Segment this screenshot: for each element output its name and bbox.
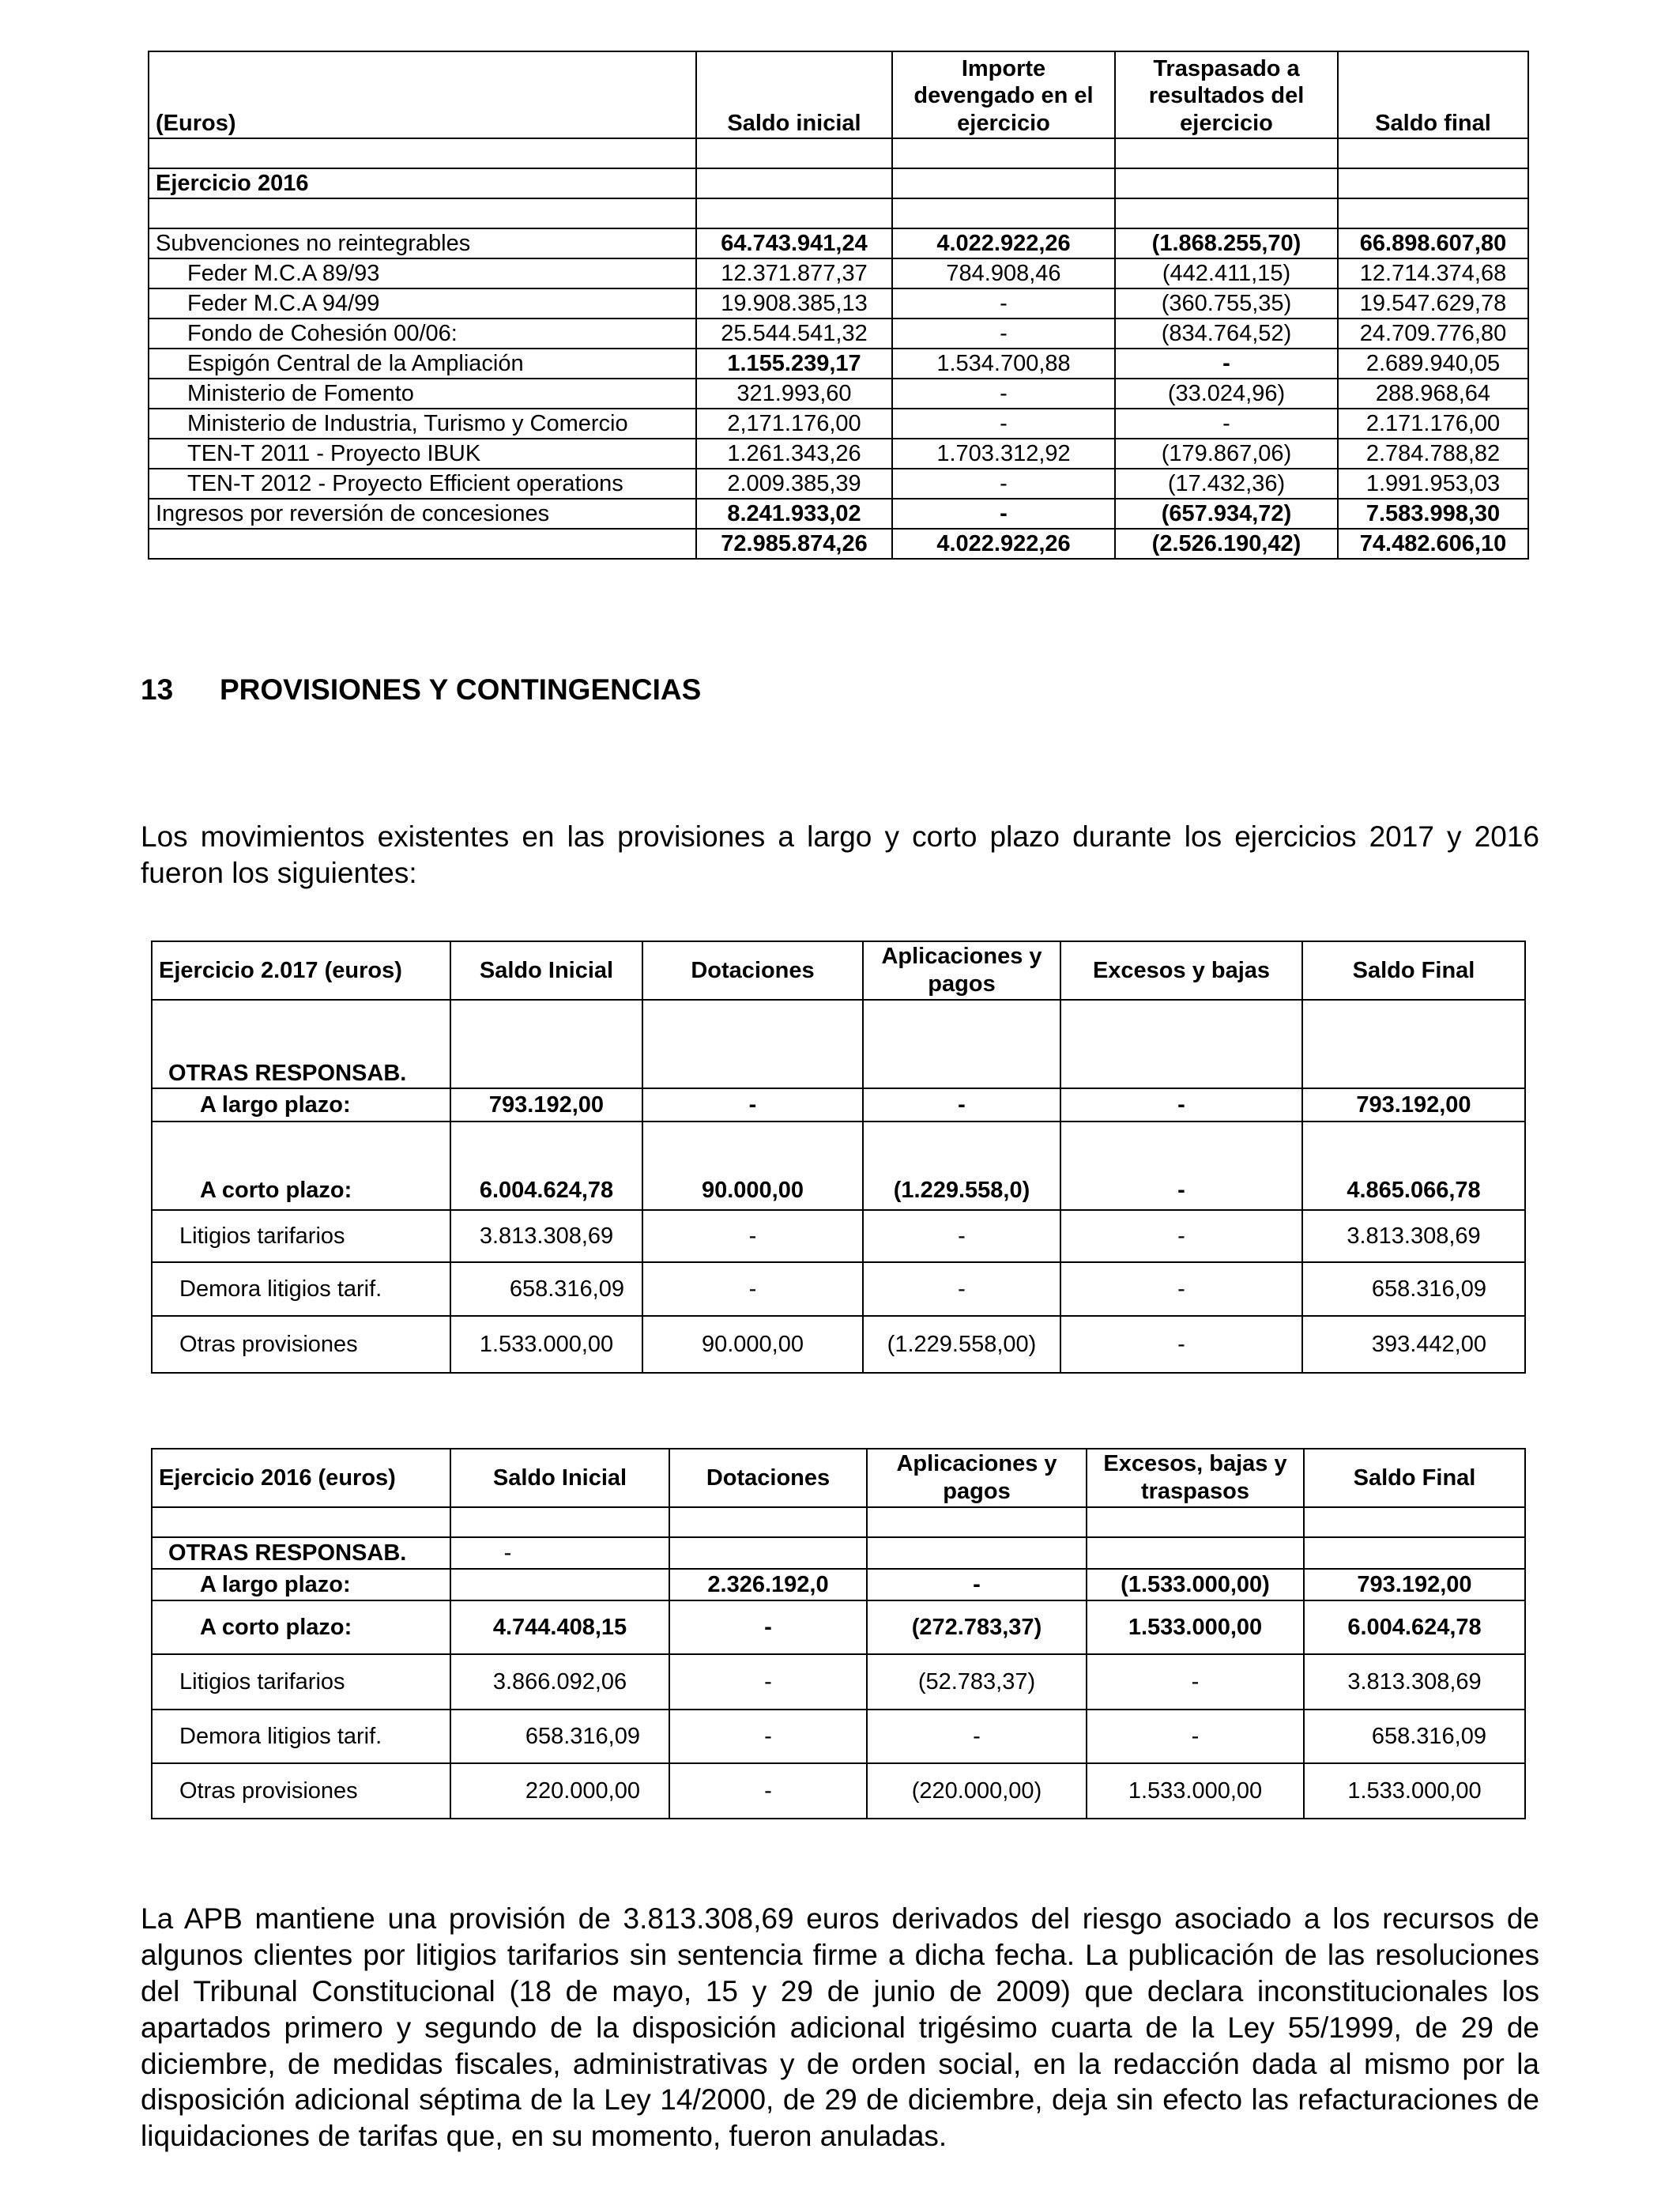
header-cell: Excesos, bajas y traspasos [1087, 1449, 1304, 1507]
table-row [149, 439, 1528, 469]
value-cell: 3.813.308,69 [450, 1210, 642, 1262]
table-row [152, 1763, 1525, 1819]
value-cell: 1.533.000,00 [450, 1316, 642, 1373]
value-cell: 393.442,00 [1302, 1316, 1525, 1373]
row-label: Ingresos por reversión de concesiones [149, 499, 696, 529]
header-cell: Dotaciones [642, 941, 863, 1000]
total-cell: 72.985.874,26 [696, 529, 892, 559]
header-cell: Aplicaciones y pagos [867, 1449, 1087, 1507]
value-cell: - [1060, 1088, 1302, 1122]
value-cell: - [892, 469, 1115, 499]
row-label: A corto plazo: [152, 1600, 450, 1654]
table-header-row [152, 941, 1525, 1000]
value-cell: 2.326.192,0 [669, 1569, 867, 1600]
row-label: Otras provisiones [152, 1316, 450, 1373]
value-cell: 66.898.607,80 [1338, 228, 1528, 258]
header-cell: Saldo inicial [696, 51, 892, 138]
header-cell: Traspasado a resultados del ejercicio [1115, 51, 1338, 138]
section-label: Ejercicio 2016 [149, 168, 696, 198]
value-cell: (17.432,36) [1115, 469, 1338, 499]
table-row [152, 1569, 1525, 1600]
value-cell: (33.024,96) [1115, 379, 1338, 409]
value-cell: - [1060, 1316, 1302, 1373]
section-number: 13 [141, 673, 174, 706]
value-cell: (220.000,00) [867, 1763, 1087, 1819]
row-label [149, 529, 696, 559]
value-cell: - [1115, 349, 1338, 379]
header-cell: Excesos y bajas [1060, 941, 1302, 1000]
total-cell: (2.526.190,42) [1115, 529, 1338, 559]
value-cell: - [892, 319, 1115, 349]
value-cell: (1.533.000,00) [1087, 1569, 1304, 1600]
row-label: Demora litigios tarif. [152, 1262, 450, 1316]
value-cell: 658.316,09 [450, 1262, 642, 1316]
table-row [152, 1507, 1525, 1537]
section-heading [141, 673, 701, 707]
value-cell: - [892, 409, 1115, 439]
value-cell: - [863, 1262, 1060, 1316]
value-cell: 4.022.922,26 [892, 228, 1115, 258]
value-cell: 3.866.092,06 [450, 1654, 669, 1710]
value-cell: - [867, 1569, 1087, 1600]
header-cell: (Euros) [149, 51, 696, 138]
row-label: Litigios tarifarios [152, 1654, 450, 1710]
value-cell: (272.783,37) [867, 1600, 1087, 1654]
value-cell: - [1060, 1262, 1302, 1316]
header-cell: Saldo Inicial [450, 1449, 669, 1507]
value-cell: 1.533.000,00 [1087, 1600, 1304, 1654]
value-cell: - [1115, 409, 1338, 439]
row-label: Ministerio de Fomento [149, 379, 696, 409]
table-row [149, 228, 1528, 258]
value-cell: 12.371.877,37 [696, 258, 892, 288]
header-cell: Saldo final [1338, 51, 1528, 138]
value-cell: 220.000,00 [450, 1763, 669, 1819]
value-cell: 784.908,46 [892, 258, 1115, 288]
value-cell: 2.689.940,05 [1338, 349, 1528, 379]
value-cell: 1.703.312,92 [892, 439, 1115, 469]
value-cell: - [669, 1763, 867, 1819]
value-cell: 19.908.385,13 [696, 288, 892, 319]
table-header-row [152, 1449, 1525, 1507]
table-row [149, 469, 1528, 499]
value-cell: 1.533.000,00 [1304, 1763, 1525, 1819]
value-cell: (657.934,72) [1115, 499, 1338, 529]
value-cell: (1.868.255,70) [1115, 228, 1338, 258]
table-row [152, 1316, 1525, 1373]
value-cell: - [1060, 1210, 1302, 1262]
header-cell: Saldo Final [1302, 941, 1525, 1000]
value-cell: 2.171.176,00 [1338, 409, 1528, 439]
row-label: Demora litigios tarif. [152, 1710, 450, 1763]
value-cell: 7.583.998,30 [1338, 499, 1528, 529]
value-cell: - [642, 1262, 863, 1316]
value-cell: 658.316,09 [1302, 1262, 1525, 1316]
header-cell: Ejercicio 2016 (euros) [152, 1449, 450, 1507]
value-cell: - [642, 1088, 863, 1122]
value-cell: 90.000,00 [642, 1122, 863, 1210]
table-header-row [149, 51, 1528, 138]
header-cell: Aplicaciones y pagos [863, 941, 1060, 1000]
value-cell: 793.192,00 [1302, 1088, 1525, 1122]
closing-paragraph: La APB mantiene una provisión de 3.813.308,69 euros derivados del riesgo asociado a los recursos de algunos clientes por litigios tarifarios sin sentencia firme a dicha fecha. La publicación de las resoluciones del Tribunal Constitucional (18 de mayo, 15 y 29 de junio de 2009) que declara inconstitucionales los apartados primero y segundo de la disposición adicional trigésimo cuarta de la Ley 55/1999, de 29 de diciembre, de medidas fiscales, administrativas y de orden social, en la redacción dada al mismo por la disposición adicional séptima de la Ley 14/2000, de 29 de diciembre, deja sin efecto las refacturaciones de liquidaciones de tarifas que, en su momento, fueron anuladas. [141, 1902, 1539, 2153]
header-cell: Ejercicio 2.017 (euros) [152, 941, 450, 1000]
value-cell: 25.544.541,32 [696, 319, 892, 349]
value-cell: 6.004.624,78 [1304, 1600, 1525, 1654]
table-row [149, 379, 1528, 409]
row-label: Litigios tarifarios [152, 1210, 450, 1262]
header-cell: Saldo Final [1304, 1449, 1525, 1507]
table-row [149, 499, 1528, 529]
value-cell: - [892, 288, 1115, 319]
value-cell: - [642, 1210, 863, 1262]
value-cell: 1.261.343,26 [696, 439, 892, 469]
value-cell: 19.547.629,78 [1338, 288, 1528, 319]
value-cell: - [450, 1537, 669, 1569]
row-label: Espigón Central de la Ampliación [149, 349, 696, 379]
intro-paragraph: Los movimientos existentes en las provisiones a largo y corto plazo durante los ejercicios 2017 y 2016 fueron los siguientes: [141, 820, 1539, 889]
value-cell: 64.743.941,24 [696, 228, 892, 258]
table-row [152, 1262, 1525, 1316]
row-label: Fondo de Cohesión 00/06: [149, 319, 696, 349]
table-row [149, 258, 1528, 288]
row-label: Feder M.C.A 94/99 [149, 288, 696, 319]
table-row [149, 349, 1528, 379]
value-cell: 321.993,60 [696, 379, 892, 409]
value-cell: 793.192,00 [450, 1088, 642, 1122]
value-cell: 658.316,09 [450, 1710, 669, 1763]
value-cell: - [892, 499, 1115, 529]
value-cell: 2,171.176,00 [696, 409, 892, 439]
table-row [152, 1710, 1525, 1763]
value-cell: 1.991.953,03 [1338, 469, 1528, 499]
value-cell: 3.813.308,69 [1302, 1210, 1525, 1262]
row-label: Subvenciones no reintegrables [149, 228, 696, 258]
table-row [152, 1537, 1525, 1569]
section-title: PROVISIONES Y CONTINGENCIAS [220, 673, 702, 706]
value-cell: 24.709.776,80 [1338, 319, 1528, 349]
provisiones-2017-table [151, 941, 1526, 1374]
row-label: Feder M.C.A 89/93 [149, 258, 696, 288]
value-cell: 2.784.788,82 [1338, 439, 1528, 469]
value-cell: (1.229.558,00) [863, 1316, 1060, 1373]
group-label: OTRAS RESPONSAB. [152, 1000, 450, 1088]
value-cell: 3.813.308,69 [1304, 1654, 1525, 1710]
value-cell: 658.316,09 [1304, 1710, 1525, 1763]
table-row [152, 1088, 1525, 1122]
row-label: Otras provisiones [152, 1763, 450, 1819]
table-row [149, 409, 1528, 439]
value-cell: 1.533.000,00 [1087, 1763, 1304, 1819]
value-cell: (1.229.558,0) [863, 1122, 1060, 1210]
value-cell: 90.000,00 [642, 1316, 863, 1373]
value-cell: (52.783,37) [867, 1654, 1087, 1710]
value-cell: - [863, 1210, 1060, 1262]
value-cell: (179.867,06) [1115, 439, 1338, 469]
table-row [149, 168, 1528, 198]
value-cell: - [867, 1710, 1087, 1763]
total-cell: 74.482.606,10 [1338, 529, 1528, 559]
header-cell: Importe devengado en el ejercicio [892, 51, 1115, 138]
value-cell: - [863, 1088, 1060, 1122]
value-cell: 4.744.408,15 [450, 1600, 669, 1654]
value-cell: 2.009.385,39 [696, 469, 892, 499]
table-row [152, 1654, 1525, 1710]
table-row [152, 1600, 1525, 1654]
row-label: TEN-T 2012 - Proyecto Efficient operations [149, 469, 696, 499]
table-total-row [149, 529, 1528, 559]
table-row [152, 1122, 1525, 1210]
value-cell: - [892, 379, 1115, 409]
table-row [152, 1210, 1525, 1262]
value-cell: (834.764,52) [1115, 319, 1338, 349]
value-cell: (360.755,35) [1115, 288, 1338, 319]
value-cell: - [1087, 1710, 1304, 1763]
value-cell: - [1060, 1122, 1302, 1210]
subvenciones-table [148, 51, 1529, 560]
total-cell: 4.022.922,26 [892, 529, 1115, 559]
value-cell: - [669, 1600, 867, 1654]
value-cell: 4.865.066,78 [1302, 1122, 1525, 1210]
table-row [149, 288, 1528, 319]
value-cell: (442.411,15) [1115, 258, 1338, 288]
value-cell: 288.968,64 [1338, 379, 1528, 409]
table-row [149, 319, 1528, 349]
value-cell: - [1087, 1654, 1304, 1710]
row-label: TEN-T 2011 - Proyecto IBUK [149, 439, 696, 469]
row-label: A largo plazo: [152, 1088, 450, 1122]
header-cell: Dotaciones [669, 1449, 867, 1507]
group-label: OTRAS RESPONSAB. [152, 1537, 450, 1569]
value-cell: - [669, 1710, 867, 1763]
value-cell: 793.192,00 [1304, 1569, 1525, 1600]
value-cell: 1.155.239,17 [696, 349, 892, 379]
value-cell [450, 1569, 669, 1600]
header-cell: Saldo Inicial [450, 941, 642, 1000]
value-cell: 12.714.374,68 [1338, 258, 1528, 288]
value-cell: 1.534.700,88 [892, 349, 1115, 379]
value-cell: 6.004.624,78 [450, 1122, 642, 1210]
table-row [152, 1000, 1525, 1088]
row-label: A corto plazo: [152, 1122, 450, 1210]
value-cell: 8.241.933,02 [696, 499, 892, 529]
row-label: Ministerio de Industria, Turismo y Comercio [149, 409, 696, 439]
value-cell: - [669, 1654, 867, 1710]
table-row [149, 198, 1528, 228]
row-label: A largo plazo: [152, 1569, 450, 1600]
table-row [149, 138, 1528, 168]
provisiones-2016-table [151, 1448, 1526, 1819]
